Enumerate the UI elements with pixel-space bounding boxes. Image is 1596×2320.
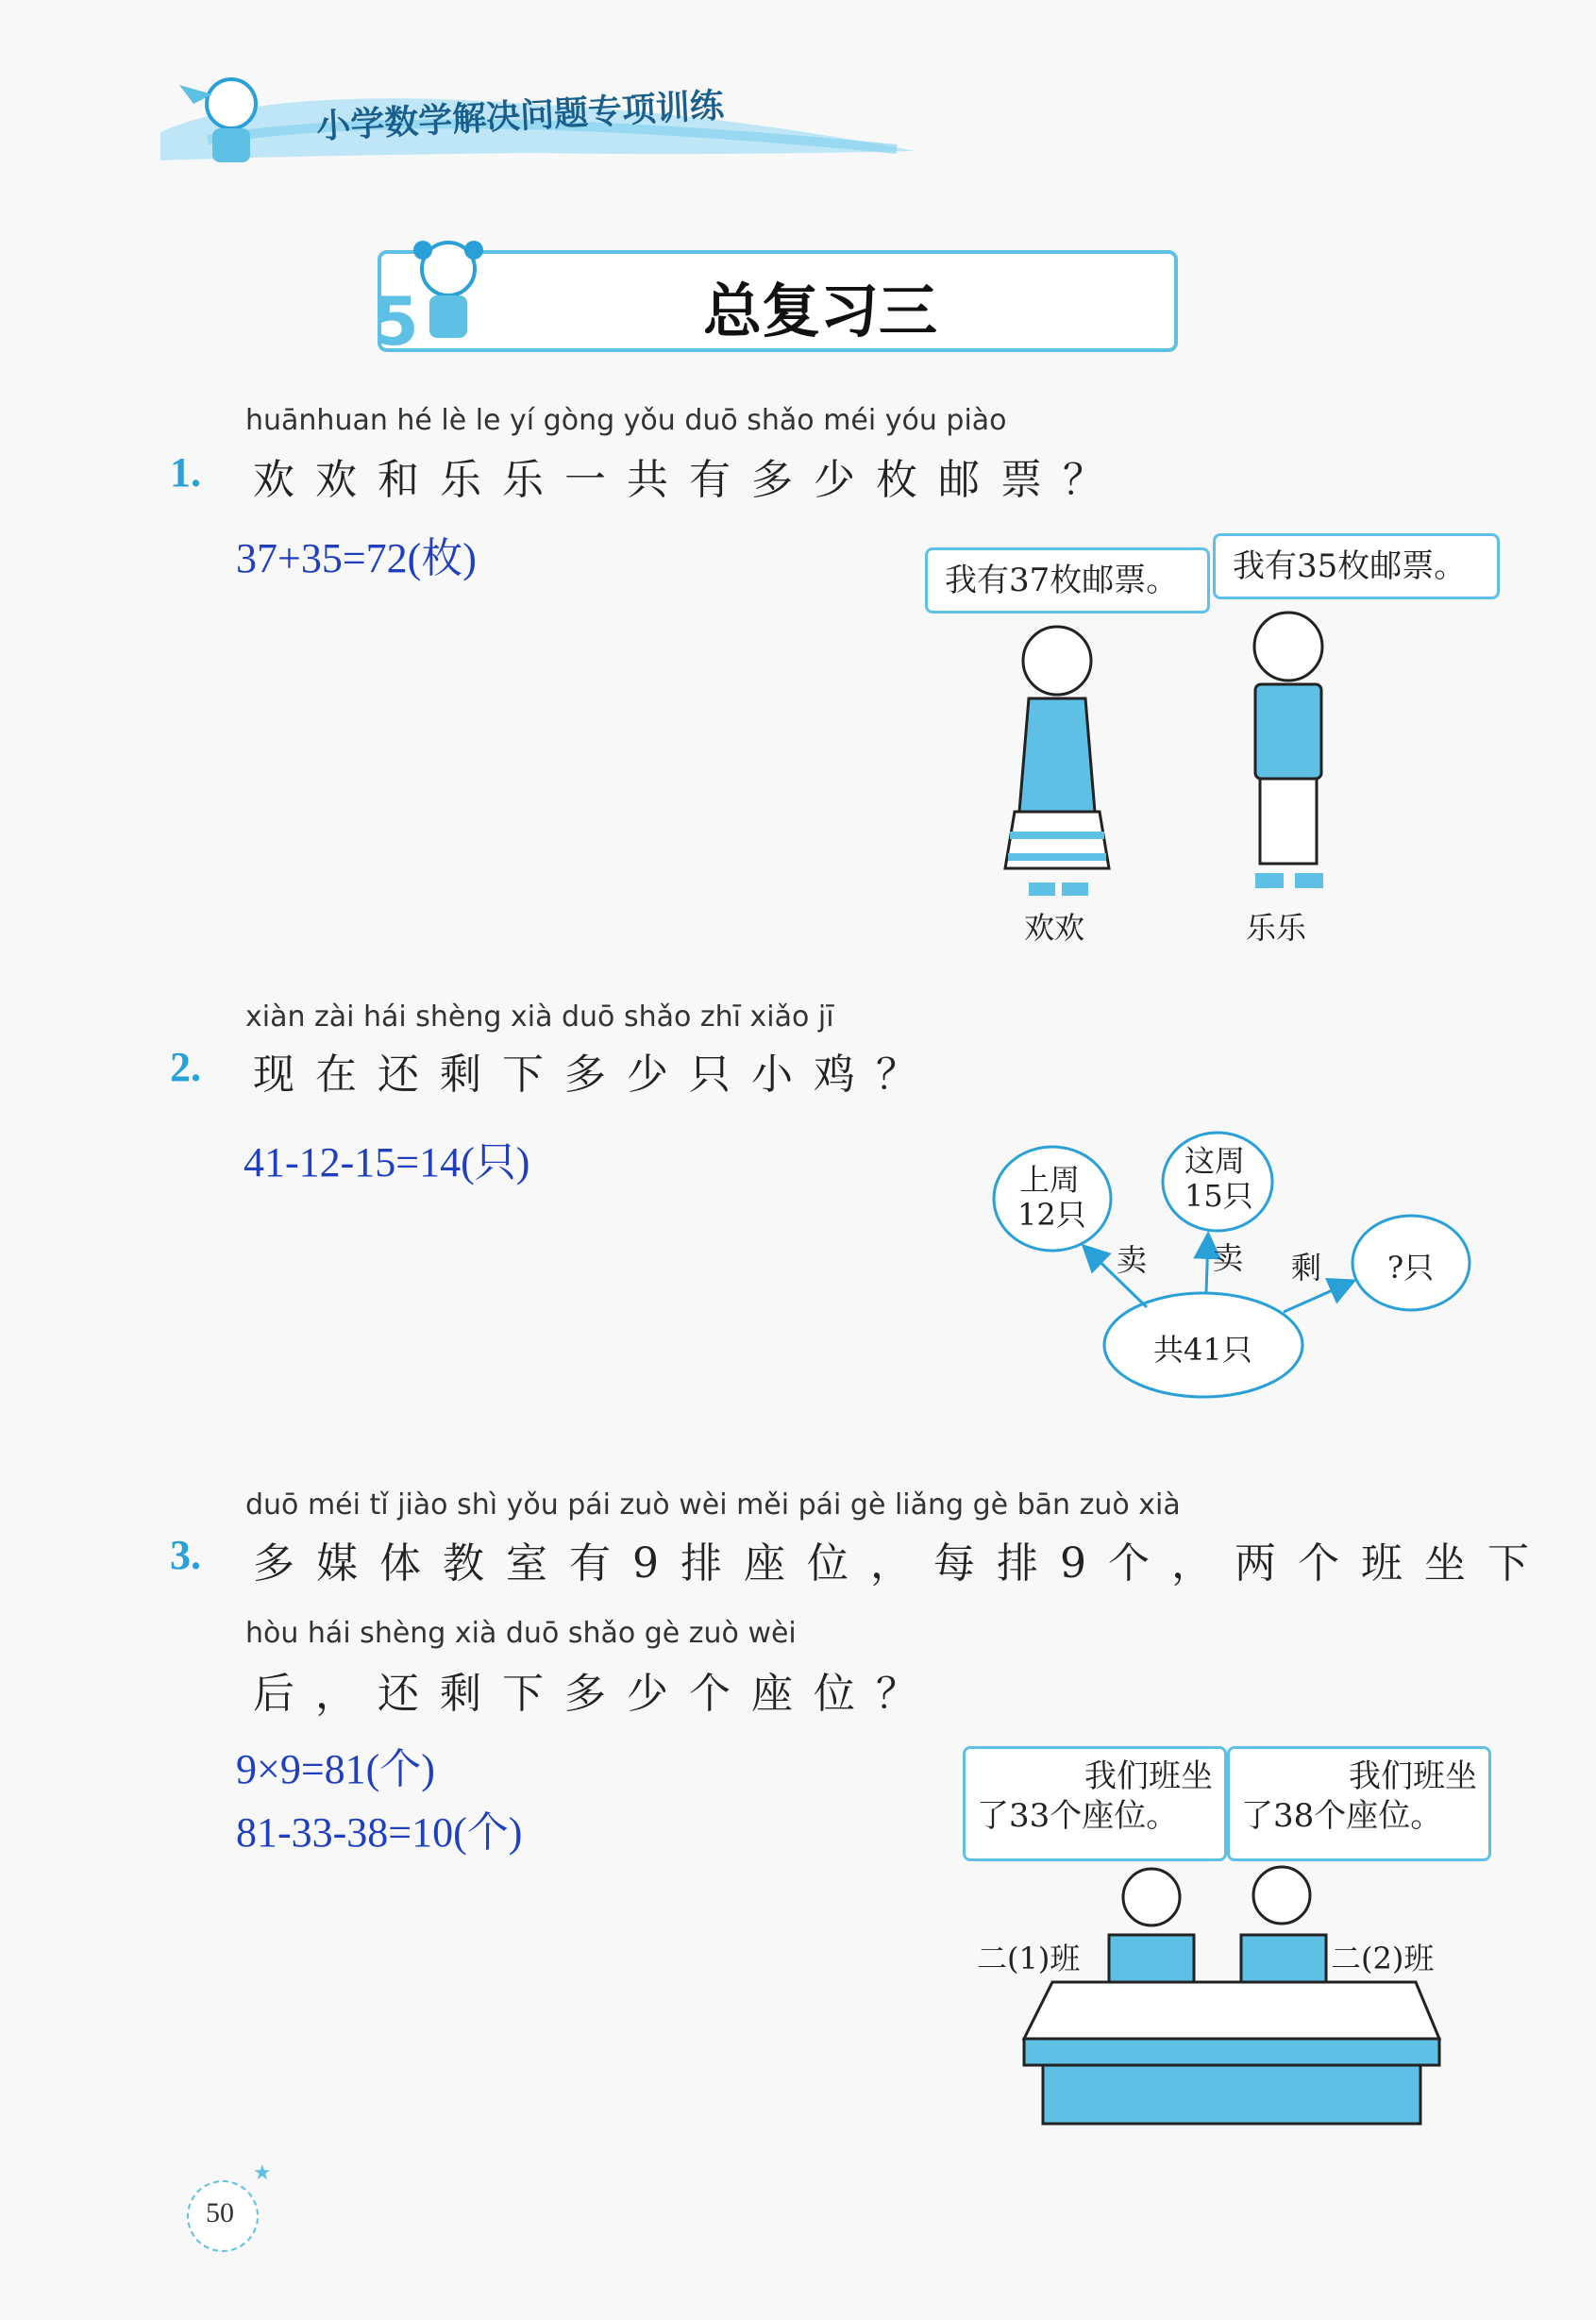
q1-bubble-girl: 我有37枚邮票。	[925, 547, 1210, 614]
star-icon: ★	[253, 2161, 272, 2185]
q3-question-line2: 后，还剩下多少个座位？	[253, 1670, 938, 1718]
node-last-week-line2: 12只	[1017, 1197, 1086, 1233]
q3-bubble-left: 我们班坐 了33个座位。	[963, 1746, 1227, 1861]
node-left: ?只	[1387, 1250, 1435, 1286]
q3-answer-2: 81-33-38=10(个)	[236, 1809, 523, 1856]
q1-question: 欢欢和乐乐一共有多少枚邮票？	[253, 456, 1125, 504]
mascot-girl-icon	[406, 231, 491, 354]
q1-bubble-boy: 我有35枚邮票。	[1213, 533, 1500, 599]
q2-number: 2.	[170, 1044, 201, 1090]
q3-answer-1: 9×9=81(个)	[236, 1746, 435, 1792]
q1-number: 1.	[170, 449, 201, 496]
node-this-week-line2: 15只	[1184, 1178, 1253, 1214]
class-left-label: 二(1)班	[977, 1941, 1081, 1976]
q1-name-girl: 欢欢	[1024, 910, 1085, 946]
boy-illustration	[1227, 599, 1350, 901]
section-number-badge: 5	[373, 283, 419, 361]
q3-bubble-right: 我们班坐 了38个座位。	[1227, 1746, 1491, 1861]
q3-number: 3.	[170, 1532, 201, 1578]
node-this-week-line1: 这周	[1184, 1143, 1246, 1179]
edge-sell-1: 卖	[1117, 1242, 1148, 1278]
q2-question: 现在还剩下多少只小鸡？	[253, 1051, 938, 1099]
q2-answer: 41-12-15=14(只)	[244, 1139, 530, 1185]
q1-name-boy: 乐乐	[1246, 910, 1307, 946]
q3-question-line1: 多媒体教室有9排座位，每排9个，两个班坐下	[253, 1539, 1551, 1588]
q1-pinyin: huānhuan hé lè le yí gòng yǒu duō shǎo méi yóu piào	[245, 404, 1007, 437]
q2-pinyin: xiàn zài hái shèng xià duō shǎo zhī xiǎo jī	[245, 1000, 834, 1034]
q1-answer: 37+35=72(枚)	[236, 535, 477, 581]
q3-pinyin-1: duō méi tǐ jiào shì yǒu pái zuò wèi měi pái gè liǎng gè bān zuò xià	[245, 1488, 1181, 1521]
edge-left: 剩	[1291, 1250, 1322, 1286]
q3-pinyin-2: hòu hái shèng xià duō shǎo gè zuò wèi	[245, 1617, 797, 1650]
page-number: 50	[206, 2197, 234, 2228]
mascot-boy-icon	[175, 66, 278, 179]
node-last-week-line1: 上周	[1019, 1162, 1081, 1198]
section-title: 总复习三	[703, 277, 938, 345]
series-title: 小学数学解决问题专项训练	[315, 86, 725, 147]
edge-sell-2: 卖	[1213, 1240, 1244, 1276]
classroom-illustration	[1000, 1850, 1453, 2143]
girl-illustration	[991, 614, 1123, 906]
node-total: 共41只	[1153, 1332, 1252, 1368]
class-right-label: 二(2)班	[1331, 1941, 1435, 1976]
